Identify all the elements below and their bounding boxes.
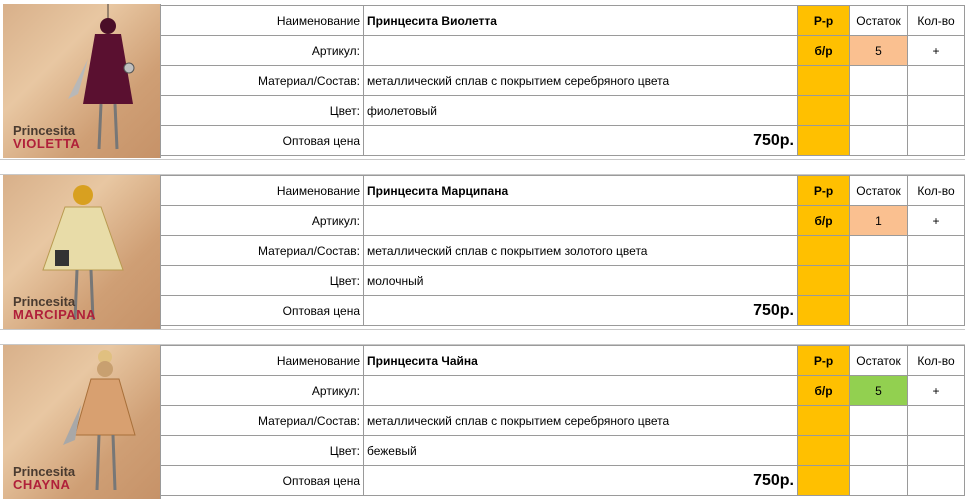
- empty-cell[interactable]: [850, 266, 908, 296]
- empty-cell[interactable]: [850, 466, 908, 496]
- qty-add-cell[interactable]: +: [908, 206, 965, 236]
- stock-value[interactable]: 1: [850, 206, 908, 236]
- qty-header: Кол-во: [908, 6, 965, 36]
- empty-cell[interactable]: [850, 66, 908, 96]
- size-cell[interactable]: [798, 466, 850, 496]
- material-value[interactable]: металлический сплав с покрытием золотого цвета: [364, 236, 798, 266]
- stock-header: Остаток: [850, 6, 908, 36]
- article-value[interactable]: [364, 206, 798, 236]
- empty-cell[interactable]: [850, 406, 908, 436]
- qty-add-cell[interactable]: +: [908, 376, 965, 406]
- row-separator: [0, 159, 965, 175]
- empty-cell[interactable]: [850, 96, 908, 126]
- empty-cell[interactable]: [850, 126, 908, 156]
- color-value[interactable]: молочный: [364, 266, 798, 296]
- stock-header: Остаток: [850, 346, 908, 376]
- qty-header: Кол-во: [908, 176, 965, 206]
- price-label: Оптовая цена: [161, 466, 364, 496]
- product-table: [160, 5, 965, 156]
- color-label: Цвет:: [161, 436, 364, 466]
- article-value[interactable]: [364, 36, 798, 66]
- stock-value[interactable]: 5: [850, 36, 908, 66]
- size-cell[interactable]: [798, 66, 850, 96]
- price-value[interactable]: 750р.: [364, 466, 798, 496]
- name-label: Наименование: [161, 346, 364, 376]
- size-cell[interactable]: [798, 96, 850, 126]
- qty-add-cell[interactable]: +: [908, 36, 965, 66]
- size-value[interactable]: б/р: [798, 36, 850, 66]
- material-label: Материал/Состав:: [161, 236, 364, 266]
- color-label: Цвет:: [161, 266, 364, 296]
- size-cell[interactable]: [798, 436, 850, 466]
- empty-cell[interactable]: [908, 126, 965, 156]
- empty-cell[interactable]: [908, 66, 965, 96]
- article-value[interactable]: [364, 376, 798, 406]
- empty-cell[interactable]: [850, 436, 908, 466]
- material-label: Материал/Состав:: [161, 66, 364, 96]
- empty-cell[interactable]: [908, 266, 965, 296]
- size-header: Р-р: [798, 176, 850, 206]
- price-value[interactable]: 750р.: [364, 296, 798, 326]
- product-table: [160, 345, 965, 496]
- price-value[interactable]: 750р.: [364, 126, 798, 156]
- size-header: Р-р: [798, 6, 850, 36]
- price-label: Оптовая цена: [161, 126, 364, 156]
- empty-cell[interactable]: [850, 296, 908, 326]
- product-name[interactable]: Принцесита Чайна: [364, 346, 798, 376]
- product-photo: [3, 4, 161, 158]
- size-header: Р-р: [798, 346, 850, 376]
- product-photo: [3, 345, 161, 499]
- empty-cell[interactable]: [908, 96, 965, 126]
- material-value[interactable]: металлический сплав с покрытием серебряного цвета: [364, 406, 798, 436]
- name-label: Наименование: [161, 176, 364, 206]
- color-label: Цвет:: [161, 96, 364, 126]
- price-label: Оптовая цена: [161, 296, 364, 326]
- product-photo: [3, 175, 161, 329]
- material-value[interactable]: металлический сплав с покрытием серебряного цвета: [364, 66, 798, 96]
- size-cell[interactable]: [798, 126, 850, 156]
- empty-cell[interactable]: [908, 236, 965, 266]
- photo-caption: Princesita VIOLETTA: [13, 123, 81, 151]
- stock-value[interactable]: 5: [850, 376, 908, 406]
- empty-cell[interactable]: [908, 406, 965, 436]
- empty-cell[interactable]: [908, 296, 965, 326]
- article-label: Артикул:: [161, 36, 364, 66]
- article-label: Артикул:: [161, 206, 364, 236]
- color-value[interactable]: фиолетовый: [364, 96, 798, 126]
- size-cell[interactable]: [798, 296, 850, 326]
- size-value[interactable]: б/р: [798, 376, 850, 406]
- size-cell[interactable]: [798, 266, 850, 296]
- empty-cell[interactable]: [908, 436, 965, 466]
- size-cell[interactable]: [798, 406, 850, 436]
- empty-cell[interactable]: [850, 236, 908, 266]
- material-label: Материал/Состав:: [161, 406, 364, 436]
- stock-header: Остаток: [850, 176, 908, 206]
- photo-caption: Princesita MARCIPANA: [13, 294, 96, 322]
- size-value[interactable]: б/р: [798, 206, 850, 236]
- empty-cell[interactable]: [908, 466, 965, 496]
- size-cell[interactable]: [798, 236, 850, 266]
- product-name[interactable]: Принцесита Виолетта: [364, 6, 798, 36]
- row-separator: [0, 329, 965, 345]
- product-table: [160, 175, 965, 326]
- article-label: Артикул:: [161, 376, 364, 406]
- color-value[interactable]: бежевый: [364, 436, 798, 466]
- product-name[interactable]: Принцесита Марципана: [364, 176, 798, 206]
- photo-caption: Princesita CHAYNA: [13, 464, 76, 492]
- qty-header: Кол-во: [908, 346, 965, 376]
- name-label: Наименование: [161, 6, 364, 36]
